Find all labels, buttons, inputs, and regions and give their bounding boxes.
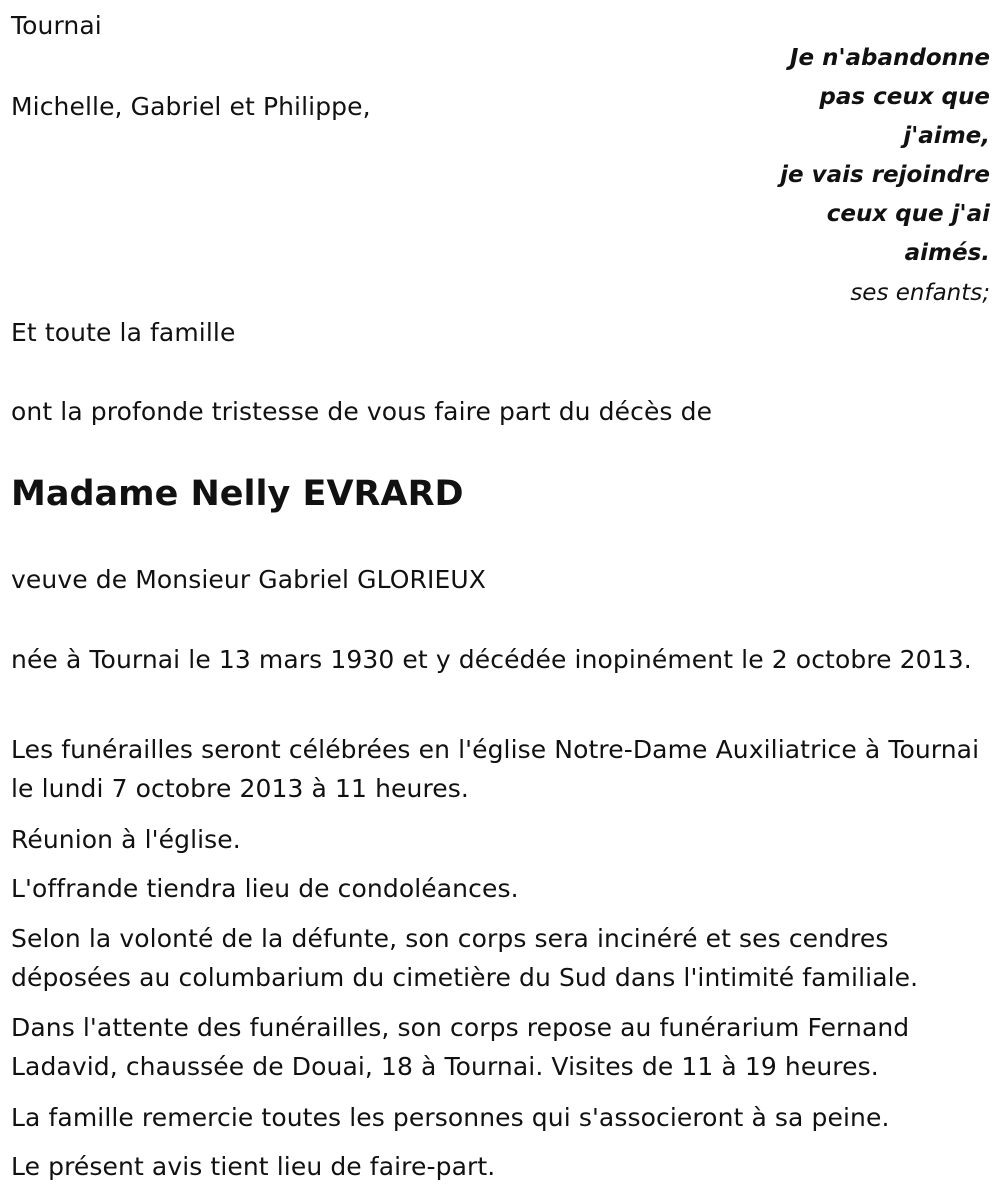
- meeting-paragraph: Réunion à l'église.: [11, 825, 241, 854]
- city-line: Tournai: [11, 11, 102, 40]
- poem-line: aimés.: [904, 240, 990, 266]
- visitation-paragraph: Dans l'attente des funérailles, son corps repose au funérarium Fernand Ladavid, chaussée de Douai, 18 à Tournai. Visites de 11 à 19 heures.: [11, 1013, 910, 1081]
- poem-line: Je n'abandonne: [789, 45, 990, 71]
- family-line: Et toute la famille: [11, 318, 236, 347]
- deceased-name: Madame Nelly EVRARD: [11, 474, 464, 514]
- poem-line: pas ceux que: [819, 84, 990, 110]
- poem-line: je vais rejoindre: [780, 162, 990, 188]
- poem-signature: ses enfants;: [850, 280, 990, 306]
- children-names: Michelle, Gabriel et Philippe,: [11, 92, 371, 121]
- notice-paragraph: Le présent avis tient lieu de faire-part.: [11, 1152, 496, 1181]
- thanks-paragraph: La famille remercie toutes les personnes qui s'associeront à sa peine.: [11, 1103, 890, 1132]
- funeral-paragraph: Les funérailles seront célébrées en l'église Notre-Dame Auxiliatrice à Tournai le lundi 7 octobre 2013 à 11 heures.: [11, 735, 980, 803]
- cremation-paragraph: Selon la volonté de la défunte, son corps sera incinéré et ses cendres déposées au columbarium du cimetière du Sud dans l'intimité familiale.: [11, 924, 919, 992]
- birth-death-paragraph: née à Tournai le 13 mars 1930 et y décédée inopinément le 2 octobre 2013.: [11, 645, 972, 674]
- poem-line: j'aime,: [903, 123, 990, 149]
- offering-paragraph: L'offrande tiendra lieu de condoléances.: [11, 874, 519, 903]
- poem-line: ceux que j'ai: [826, 201, 990, 227]
- widow-of-line: veuve de Monsieur Gabriel GLORIEUX: [11, 565, 486, 594]
- announcement-line: ont la profonde tristesse de vous faire part du décès de: [11, 397, 713, 426]
- epitaph-poem: [780, 39, 990, 313]
